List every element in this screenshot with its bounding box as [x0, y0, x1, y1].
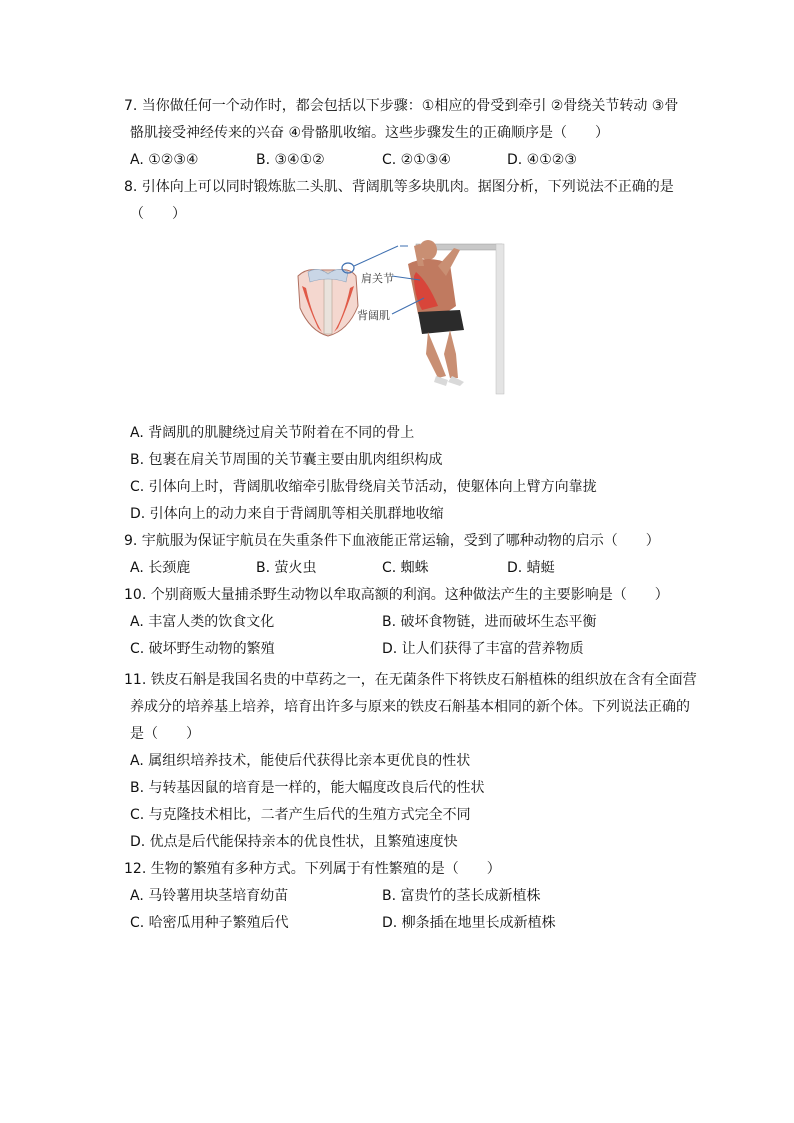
q8-option-a[interactable]: A. 背阔肌的肌腱绕过肩关节附着在不同的骨上 — [130, 425, 415, 441]
q12-option-b[interactable]: B. 富贵竹的茎长成新植株 — [382, 888, 541, 904]
q9-option-a[interactable]: A. 长颈鹿 — [130, 560, 191, 576]
q11-option-d[interactable]: D. 优点是后代能保持亲本的优良性状，且繁殖速度快 — [130, 834, 458, 850]
q11-stem-line1: 11. 铁皮石斛是我国名贵的中草药之一，在无菌条件下将铁皮石斛植株的组织放在含有全面营 — [124, 672, 697, 688]
q9-option-b[interactable]: B. 萤火虫 — [256, 560, 317, 576]
q12-options-row1 — [130, 886, 690, 906]
q7-stem-line2: 骼肌接受神经传来的兴奋 ④骨骼肌收缩。这些步骤发生的正确顺序是（ ） — [130, 125, 609, 141]
label-latissimus: 背阔肌 — [357, 309, 390, 322]
q11-option-c[interactable]: C. 与克隆技术相比，二者产生后代的生殖方式完全不同 — [130, 807, 471, 823]
q12-option-a[interactable]: A. 马铃薯用块茎培育幼苗 — [130, 888, 289, 904]
q10-options-row2 — [130, 639, 690, 659]
q7-option-c[interactable]: C. ②①③④ — [382, 152, 451, 168]
q8-option-d[interactable]: D. 引体向上的动力来自于背阔肌等相关肌群地收缩 — [130, 506, 444, 522]
q12-options-row2 — [130, 913, 690, 933]
q11-stem-line2: 养成分的培养基上培养，培育出许多与原来的铁皮石斛基本相同的新个体。下列说法正确的 — [130, 699, 690, 715]
q7-option-b[interactable]: B. ③④①② — [256, 152, 325, 168]
label-shoulder-joint: 肩关节 — [361, 272, 394, 285]
q12-option-c[interactable]: C. 哈密瓜用种子繁殖后代 — [130, 915, 289, 931]
q10-option-b[interactable]: B. 破坏食物链，进而破坏生态平衡 — [382, 614, 597, 630]
q8-stem-line1: 8. 引体向上可以同时锻炼肱二头肌、背阔肌等多块肌肉。据图分析，下列说法不正确的是 — [124, 179, 674, 195]
q10-options-row1 — [130, 612, 690, 632]
pull-up-illustration — [288, 236, 510, 396]
q7-options — [130, 150, 690, 170]
q11-option-a[interactable]: A. 属组织培养技术，能使后代获得比亲本更优良的性状 — [130, 753, 471, 769]
q10-option-a[interactable]: A. 丰富人类的饮食文化 — [130, 614, 275, 630]
q7-option-a[interactable]: A. ①②③④ — [130, 152, 199, 168]
athlete-figure — [408, 240, 464, 386]
q10-stem: 10. 个别商贩大量捕杀野生动物以牟取高额的利润。这种做法产生的主要影响是（ ） — [124, 587, 669, 603]
q11-option-b[interactable]: B. 与转基因鼠的培育是一样的，能大幅度改良后代的性状 — [130, 780, 485, 796]
pull-up-figure — [288, 236, 510, 396]
q9-option-c[interactable]: C. 蜘蛛 — [382, 560, 429, 576]
q9-option-d[interactable]: D. 蜻蜓 — [507, 560, 555, 576]
q10-option-d[interactable]: D. 让人们获得了丰富的营养物质 — [382, 641, 584, 657]
q12-stem: 12. 生物的繁殖有多种方式。下列属于有性繁殖的是（ ） — [124, 861, 501, 877]
q10-option-c[interactable]: C. 破坏野生动物的繁殖 — [130, 641, 275, 657]
q9-stem: 9. 宇航服为保证宇航员在失重条件下血液能正常运输，受到了哪种动物的启示（ ） — [124, 533, 660, 549]
q8-option-b[interactable]: B. 包裹在肩关节周围的关节囊主要由肌肉组织构成 — [130, 452, 443, 468]
q7-option-d[interactable]: D. ④①②③ — [507, 152, 577, 168]
q12-option-d[interactable]: D. 柳条插在地里长成新植株 — [382, 915, 556, 931]
q9-options — [130, 558, 690, 578]
back-muscle-inset — [298, 263, 358, 336]
q8-stem-line2: （ ） — [130, 206, 186, 222]
q8-option-c[interactable]: C. 引体向上时，背阔肌收缩牵引肱骨绕肩关节活动，使躯体向上臂方向靠拢 — [130, 479, 597, 495]
q7-stem-line1: 7. 当你做任何一个动作时，都会包括以下步骤：①相应的骨受到牵引 ②骨绕关节转动 ③骨 — [124, 98, 679, 114]
q11-stem-line3: 是（ ） — [130, 726, 200, 742]
